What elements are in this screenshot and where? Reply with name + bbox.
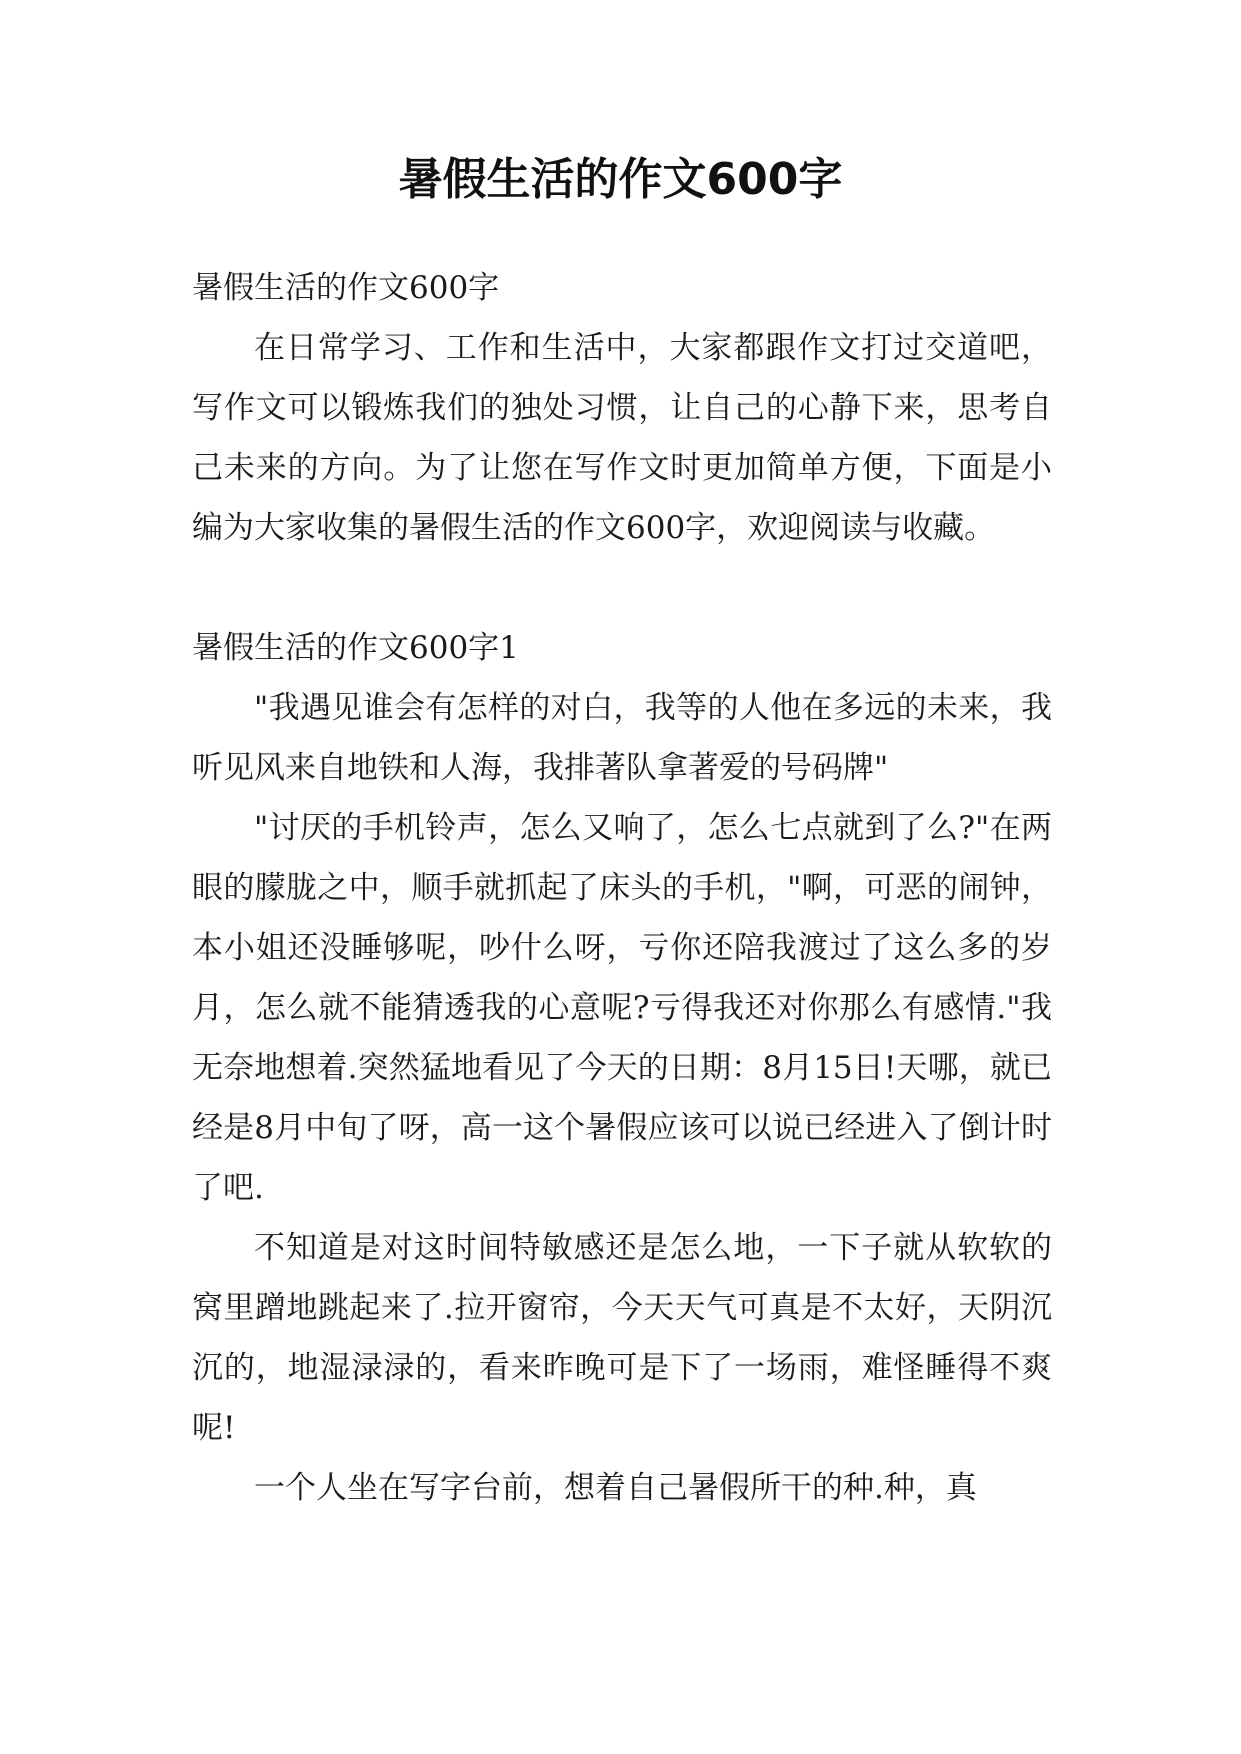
paragraph-weather: 不知道是对这时间特敏感还是怎么地，一下子就从软软的窝里蹭地跳起来了.拉开窗帘，今天天气可真是不太好，天阴沉沉的，地湿渌渌的，看来昨晚可是下了一场雨，难怪睡得不爽呢! [192,1230,1052,1446]
section-heading: 暑假生活的作文600字1 [192,630,519,666]
document-body [192,258,1052,1518]
document-title: 暑假生活的作文600字 [398,154,843,205]
paragraph-desk: 一个人坐在写字台前，想着自己暑假所干的种.种，真 [254,1470,977,1506]
paragraph-alarm: "讨厌的手机铃声，怎么又响了，怎么七点就到了么?"在两眼的朦胧之中，顺手就抓起了床头的手机，"啊，可恶的闹钟，本小姐还没睡够呢，吵什么呀，亏你还陪我渡过了这么多的岁月，怎么就不能猜透我的心意呢?亏得我还对你那么有感情."我无奈地想着.突然猛地看见了今天的日期：8月15日!天哪，就已经是8月中旬了呀，高一这个暑假应该可以说已经进入了倒计时了吧. [192,810,1052,1206]
intro-paragraph: 在日常学习、工作和生活中，大家都跟作文打过交道吧，写作文可以锻炼我们的独处习惯，让自己的心静下来，思考自己未来的方向。为了让您在写作文时更加简单方便，下面是小编为大家收集的暑假生活的作文600字，欢迎阅读与收藏。 [192,330,1052,546]
intro-heading: 暑假生活的作文600字 [192,270,500,306]
paragraph-lyrics: "我遇见谁会有怎样的对白，我等的人他在多远的未来，我听见风来自地铁和人海，我排著队拿著爱的号码牌" [192,690,1052,786]
